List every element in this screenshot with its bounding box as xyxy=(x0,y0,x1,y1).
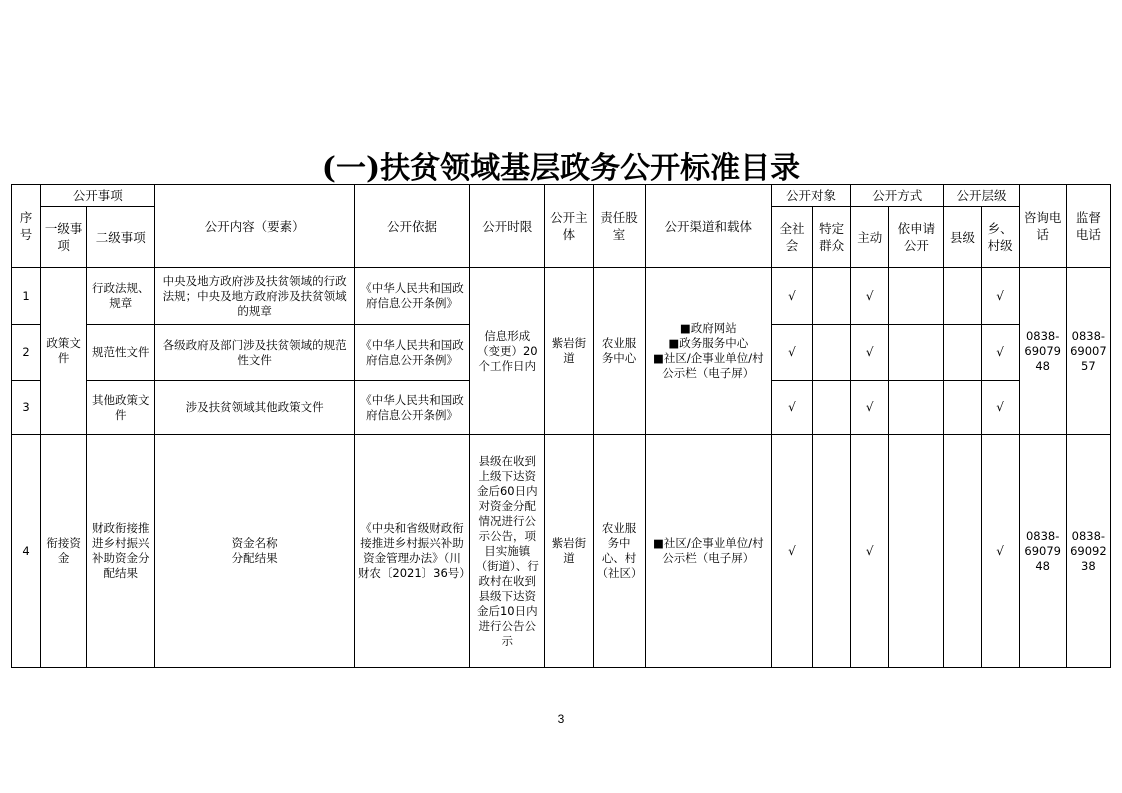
row-level1: 衔接资金 xyxy=(41,435,87,668)
method-request-cell xyxy=(889,325,944,381)
channel-item: ■社区/企事业单位/村公示栏（电子屏） xyxy=(652,351,764,380)
header-target-all: 全社会 xyxy=(771,207,812,268)
level-township-check: √ xyxy=(981,268,1019,325)
level-township-check: √ xyxy=(981,435,1019,668)
target-all-check: √ xyxy=(771,268,812,325)
table-row xyxy=(12,435,1111,668)
header-level-township: 乡、村级 xyxy=(981,207,1019,268)
row-office: 农业服务中心、村（社区） xyxy=(593,435,645,668)
header-time-limit: 公开时限 xyxy=(470,185,545,268)
row-level2: 规范性文件 xyxy=(87,325,155,381)
row-content: 涉及扶贫领域其他政策文件 xyxy=(155,381,355,435)
channel-item: ■政府网站 xyxy=(679,321,737,335)
row-supervise-phone: 0838-69092 38 xyxy=(1066,435,1110,668)
row-subject: 紫岩街道 xyxy=(545,268,593,435)
row-seq: 3 xyxy=(12,381,41,435)
level-county-cell xyxy=(944,435,981,668)
level-county-cell xyxy=(944,268,981,325)
header-level-group: 公开层级 xyxy=(944,185,1019,207)
row-content: 各级政府及部门涉及扶贫领域的规范性文件 xyxy=(155,325,355,381)
row-level1: 政策文件 xyxy=(41,268,87,435)
level-county-cell xyxy=(944,325,981,381)
target-specific-cell xyxy=(813,435,851,668)
method-active-check: √ xyxy=(851,435,889,668)
header-supervise-phone: 监督电话 xyxy=(1066,185,1110,268)
header-channel: 公开渠道和载体 xyxy=(645,185,771,268)
row-basis: 《中华人民共和国政府信息公开条例》 xyxy=(354,381,469,435)
method-active-check: √ xyxy=(851,325,889,381)
target-all-check: √ xyxy=(771,435,812,668)
header-target-group: 公开对象 xyxy=(771,185,850,207)
row-consult-phone: 0838-69079 48 xyxy=(1019,435,1066,668)
header-subject: 公开主体 xyxy=(545,185,593,268)
header-row-1 xyxy=(12,185,1111,207)
level-county-cell xyxy=(944,381,981,435)
row-level2: 其他政策文件 xyxy=(87,381,155,435)
row-basis: 《中央和省级财政衔接推进乡村振兴补助资金管理办法》（川财农〔2021〕36号） xyxy=(354,435,469,668)
method-active-check: √ xyxy=(851,268,889,325)
row-time-limit: 信息形成（变更）20个工作日内 xyxy=(470,268,545,435)
content-line: 分配结果 xyxy=(231,551,278,565)
target-specific-cell xyxy=(813,381,851,435)
catalog-table xyxy=(11,184,1111,668)
target-all-check: √ xyxy=(771,325,812,381)
row-office: 农业服务中心 xyxy=(593,268,645,435)
header-items-group: 公开事项 xyxy=(41,185,155,207)
header-method-active: 主动 xyxy=(851,207,889,268)
row-seq: 4 xyxy=(12,435,41,668)
method-request-cell xyxy=(889,435,944,668)
header-method-request: 依申请公开 xyxy=(889,207,944,268)
row-channel xyxy=(645,268,771,435)
row-subject: 紫岩街道 xyxy=(545,435,593,668)
method-active-check: √ xyxy=(851,381,889,435)
method-request-cell xyxy=(889,268,944,325)
target-specific-cell xyxy=(813,325,851,381)
document-title: (一)扶贫领域基层政务公开标准目录 xyxy=(321,151,801,186)
header-office: 责任股室 xyxy=(593,185,645,268)
row-seq: 2 xyxy=(12,325,41,381)
header-consult-phone: 咨询电话 xyxy=(1019,185,1066,268)
row-content xyxy=(155,435,355,668)
header-level1: 一级事项 xyxy=(41,207,87,268)
row-channel: ■社区/企事业单位/村公示栏（电子屏） xyxy=(645,435,771,668)
content-line: 资金名称 xyxy=(231,536,278,550)
table-row xyxy=(12,268,1111,325)
row-level2: 财政衔接推进乡村振兴补助资金分配结果 xyxy=(87,435,155,668)
header-level-county: 县级 xyxy=(944,207,981,268)
header-basis: 公开依据 xyxy=(354,185,469,268)
header-seq: 序号 xyxy=(12,185,41,268)
row-content: 中央及地方政府涉及扶贫领域的行政法规；中央及地方政府涉及扶贫领域的规章 xyxy=(155,268,355,325)
row-basis: 《中华人民共和国政府信息公开条例》 xyxy=(354,325,469,381)
row-basis: 《中华人民共和国政府信息公开条例》 xyxy=(354,268,469,325)
row-level2: 行政法规、规章 xyxy=(87,268,155,325)
page-number: 3 xyxy=(557,712,565,726)
header-level2: 二级事项 xyxy=(87,207,155,268)
header-target-specific: 特定群众 xyxy=(813,207,851,268)
method-request-cell xyxy=(889,381,944,435)
row-supervise-phone: 0838-69007 57 xyxy=(1066,268,1110,435)
row-seq: 1 xyxy=(12,268,41,325)
target-all-check: √ xyxy=(771,381,812,435)
level-township-check: √ xyxy=(981,381,1019,435)
header-content: 公开内容（要素） xyxy=(155,185,355,268)
target-specific-cell xyxy=(813,268,851,325)
level-township-check: √ xyxy=(981,325,1019,381)
header-method-group: 公开方式 xyxy=(851,185,944,207)
row-consult-phone: 0838-69079 48 xyxy=(1019,268,1066,435)
row-time-limit: 县级在收到上级下达资金后60日内对资金分配情况进行公示公告，项目实施镇（街道）、行政村在收到县级下达资金后10日内进行公告公示 xyxy=(470,435,545,668)
channel-item: ■政务服务中心 xyxy=(668,336,749,350)
